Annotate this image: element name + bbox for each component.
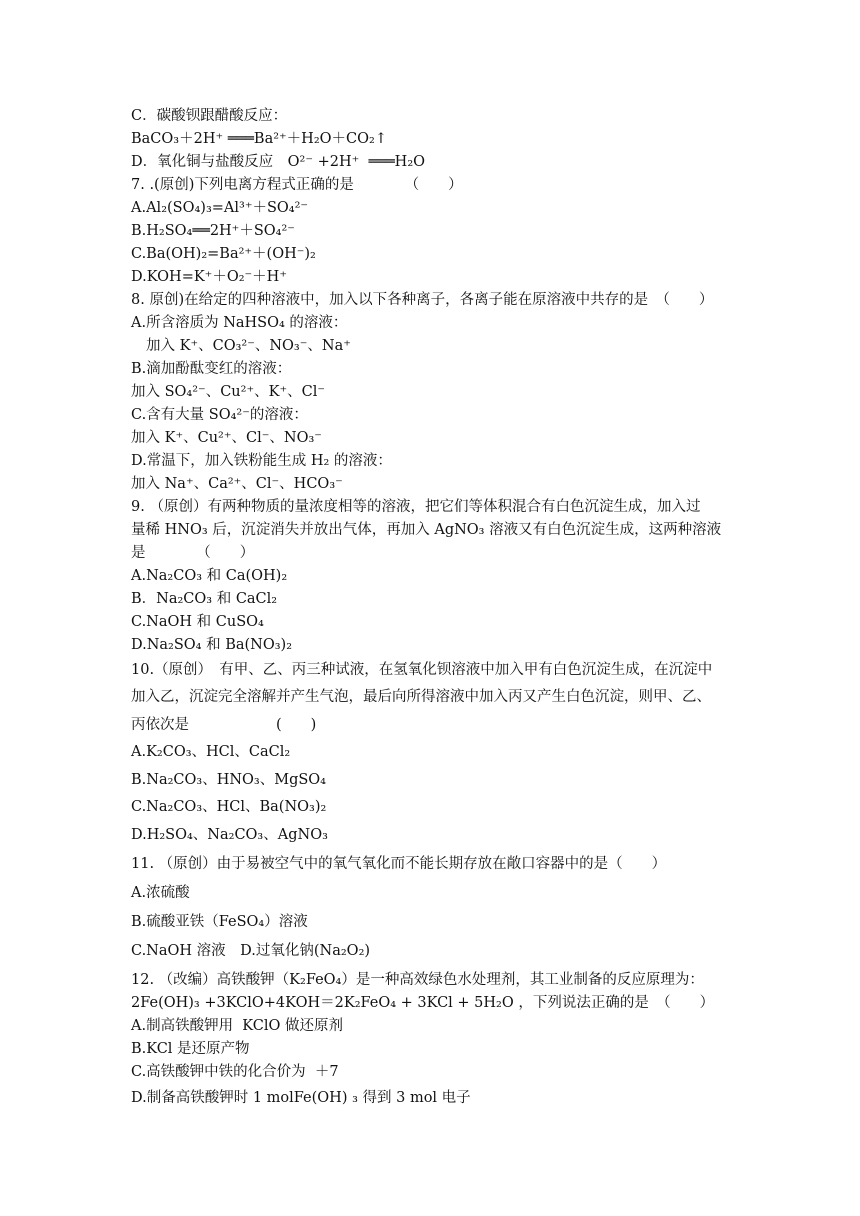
text-line: D.制备高铁酸钾时 1 molFe(OH) ₃ 得到 3 mol 电子 bbox=[131, 1090, 471, 1106]
text-line: C.Ba(OH)₂=Ba²⁺＋(OH⁻)₂ bbox=[131, 246, 316, 262]
text-line: 量稀 HNO₃ 后，沉淀消失并放出气体，再加入 AgNO₃ 溶液又有白色沉淀生成，这两种溶液 bbox=[131, 522, 722, 538]
text-line: C.含有大量 SO₄²⁻的溶液： bbox=[131, 407, 308, 423]
text-line: B.硫酸亚铁（FeSO₄）溶液 bbox=[131, 914, 308, 930]
text-line: C.高铁酸钾中铁的化合价为 ＋7 bbox=[131, 1064, 339, 1080]
text-line: 12. （改编）高铁酸钾（K₂FeO₄）是一种高效绿色水处理剂，其工业制备的反应原理为： bbox=[131, 972, 704, 988]
text-line: C.Na₂CO₃、HCl、Ba(NO₃)₂ bbox=[131, 799, 327, 815]
text-line: 8. 原创)在给定的四种溶液中，加入以下各种离子，各离子能在原溶液中共存的是 （ ） bbox=[131, 292, 714, 308]
text-line: 加入乙，沉淀完全溶解并产生气泡，最后向所得溶液中加入丙又产生白色沉淀，则甲、乙、 bbox=[131, 689, 711, 705]
text-line: BaCO₃＋2H⁺ ═══Ba²⁺＋H₂O＋CO₂↑ bbox=[131, 131, 387, 147]
text-line: A.K₂CO₃、HCl、CaCl₂ bbox=[131, 744, 291, 760]
text-line: A.Na₂CO₃ 和 Ca(OH)₂ bbox=[131, 568, 288, 584]
text-line: A.浓硫酸 bbox=[131, 885, 190, 901]
text-line: B.Na₂CO₃、HNO₃、MgSO₄ bbox=[131, 772, 326, 788]
text-line: B．Na₂CO₃ 和 CaCl₂ bbox=[131, 591, 278, 607]
text-line: 11. （原创）由于易被空气中的氧气氧化而不能长期存放在敞口容器中的是（ ） bbox=[131, 856, 667, 872]
text-line: 加入 K⁺、Cu²⁺、Cl⁻、NO₃⁻ bbox=[131, 430, 322, 446]
text-line: B.KCl 是还原产物 bbox=[131, 1041, 250, 1057]
text-line: A.所含溶质为 NaHSO₄ 的溶液： bbox=[131, 315, 348, 331]
text-line: D.常温下，加入铁粉能生成 H₂ 的溶液： bbox=[131, 453, 392, 469]
text-line: D.H₂SO₄、Na₂CO₃、AgNO₃ bbox=[131, 827, 328, 843]
text-line: B.H₂SO₄══2H⁺＋SO₄²⁻ bbox=[131, 223, 295, 239]
text-line: D．氧化铜与盐酸反应 O²⁻ +2H⁺ ═══H₂O bbox=[131, 154, 426, 170]
text-line: B.滴加酚酞变红的溶液： bbox=[131, 361, 292, 377]
text-line: 9. （原创）有两种物质的量浓度相等的溶液，把它们等体积混合有白色沉淀生成，加入过 bbox=[131, 499, 701, 515]
text-line: 7. .(原创)下列电离方程式正确的是 （ ） bbox=[131, 177, 463, 193]
text-line: A.Al₂(SO₄)₃=Al³⁺＋SO₄²⁻ bbox=[131, 200, 309, 216]
text-line: A.制高铁酸钾用 KClO 做还原剂 bbox=[131, 1018, 343, 1034]
text-line: C．碳酸钡跟醋酸反应： bbox=[131, 108, 288, 124]
text-line: D.Na₂SO₄ 和 Ba(NO₃)₂ bbox=[131, 637, 293, 653]
text-line: D.KOH=K⁺＋O₂⁻＋H⁺ bbox=[131, 269, 287, 285]
text-line: C.NaOH 和 CuSO₄ bbox=[131, 614, 264, 630]
text-line: 加入 SO₄²⁻、Cu²⁺、K⁺、Cl⁻ bbox=[131, 384, 325, 400]
text-line: 加入 K⁺、CO₃²⁻、NO₃⁻、Na⁺ bbox=[146, 338, 351, 354]
text-line: 是 （ ） bbox=[131, 545, 255, 561]
text-line: 10.（原创） 有甲、乙、丙三种试液，在氢氧化钡溶液中加入甲有白色沉淀生成，在沉淀中 bbox=[131, 662, 713, 678]
text-line: 2Fe(OH)₃ +3KClO+4KOH＝2K₂FeO₄ + 3KCl + 5H₂O ，下列说法正确的是 （ ） bbox=[131, 995, 715, 1011]
text-line: 加入 Na⁺、Ca²⁺、Cl⁻、HCO₃⁻ bbox=[131, 476, 343, 492]
text-line: C.NaOH 溶液 D.过氧化钠(Na₂O₂) bbox=[131, 943, 371, 959]
text-line: 丙依次是 ( ) bbox=[131, 717, 317, 733]
